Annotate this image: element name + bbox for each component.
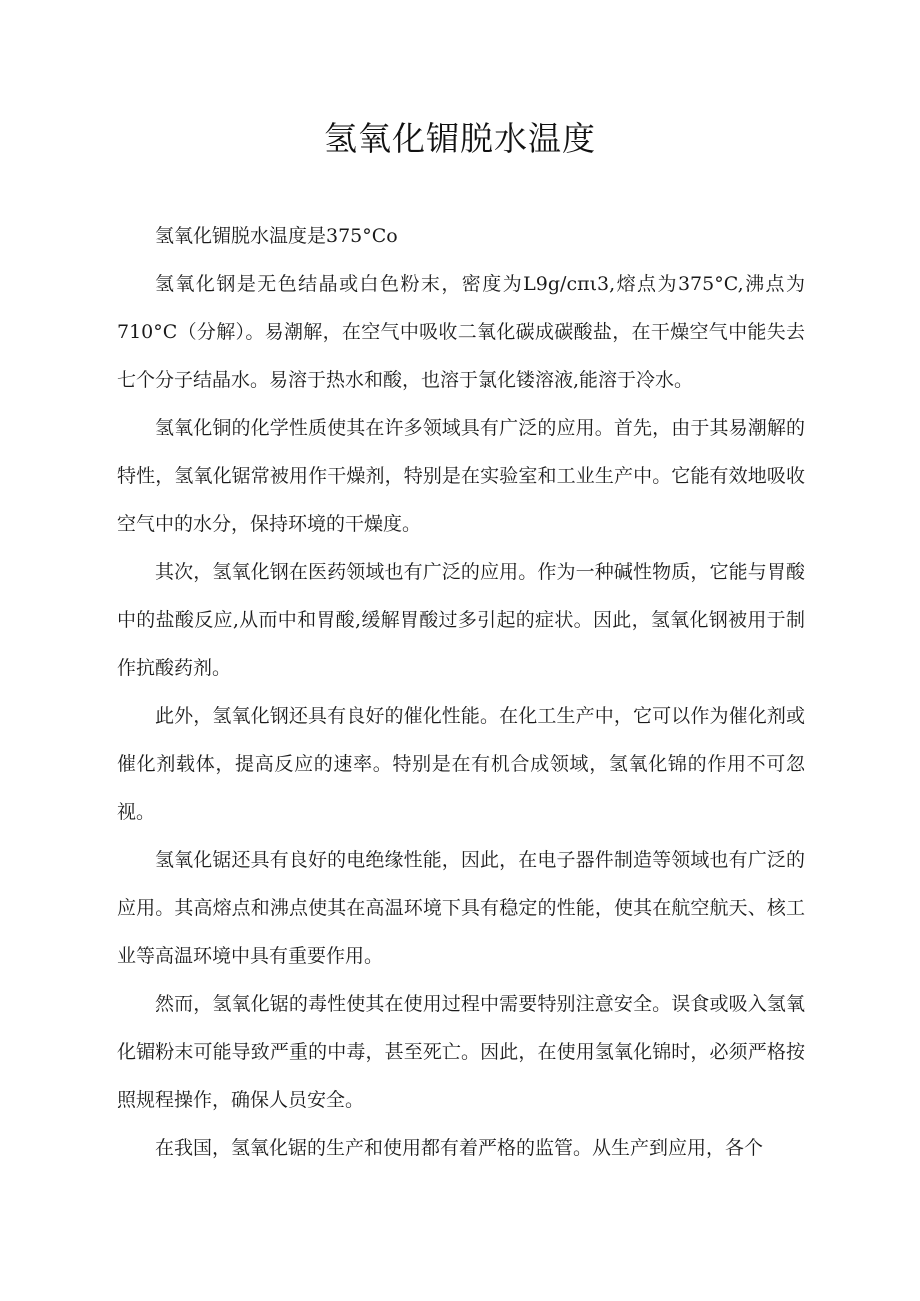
paragraph: 氢氧化钢是无色结晶或白色粉末，密度为L9g∕cπι3,熔点为375°C,沸点为710°C（分解）。易潮解，在空气中吸收二氧化碳成碳酸盐，在干燥空气中能失去七个分子结晶水。易溶于热水和酸，也溶于氯化镂溶液,能溶于冷水。 xyxy=(117,273,805,391)
paragraph: 氢氧化镅脱水温度是375°Co xyxy=(155,225,398,247)
document-body xyxy=(117,212,805,1172)
paragraph: 此外，氢氧化钢还具有良好的催化性能。在化工生产中，它可以作为催化剂或催化剂载体，提高反应的速率。特别是在有机合成领域，氢氧化锦的作用不可忽视。 xyxy=(117,705,805,823)
paragraph: 在我国，氢氧化锯的生产和使用都有着严格的监管。从生产到应用，各个 xyxy=(155,1137,764,1159)
paragraph: 然而，氢氧化锯的毒性使其在使用过程中需要特别注意安全。误食或吸入氢氧化镅粉末可能导致严重的中毒，甚至死亡。因此，在使用氢氧化锦时，必须严格按照规程操作，确保人员安全。 xyxy=(117,993,805,1111)
document-title: 氢氧化镅脱水温度 xyxy=(324,119,596,158)
paragraph: 其次，氢氧化钢在医药领域也有广泛的应用。作为一种碱性物质，它能与胃酸中的盐酸反应,从而中和胃酸,缓解胃酸过多引起的症状。因此，氢氧化钢被用于制作抗酸药剂。 xyxy=(117,561,805,679)
paragraph: 氢氧化铜的化学性质使其在许多领域具有广泛的应用。首先，由于其易潮解的特性，氢氧化锯常被用作干燥剂，特别是在实验室和工业生产中。它能有效地吸收空气中的水分，保持环境的干燥度。 xyxy=(117,417,805,535)
paragraph: 氢氧化锯还具有良好的电绝缘性能，因此，在电子器件制造等领域也有广泛的应用。其高熔点和沸点使其在高温环境下具有稳定的性能，使其在航空航天、核工业等高温环境中具有重要作用。 xyxy=(117,849,805,967)
